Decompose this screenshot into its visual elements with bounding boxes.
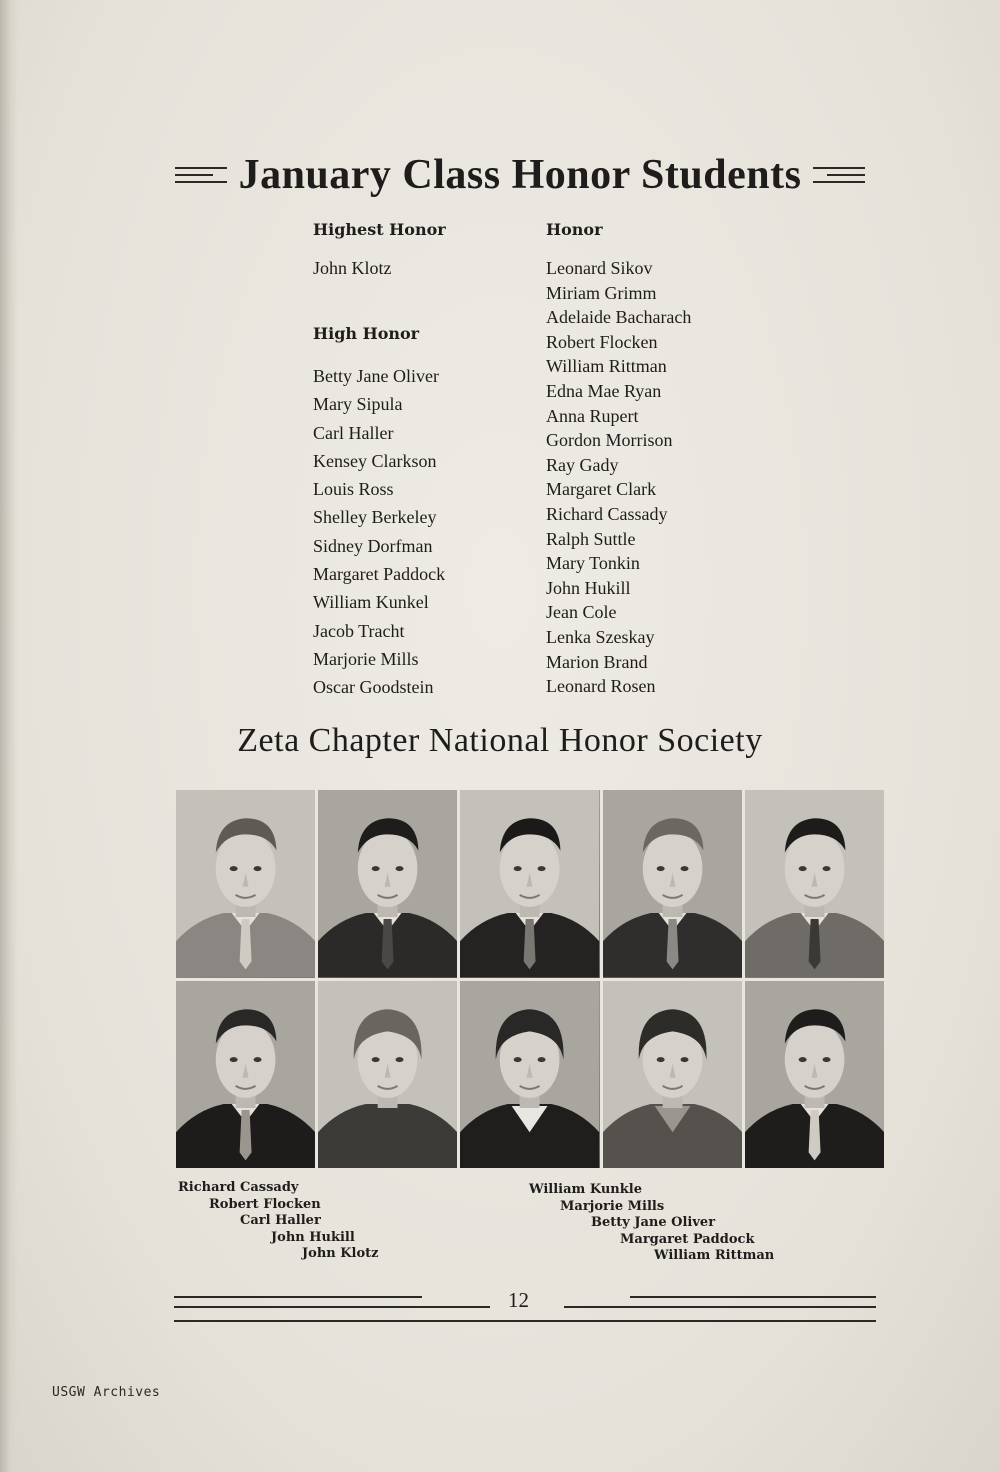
list-item: Ralph Suttle — [546, 528, 636, 549]
list-item: Leonard Sikov — [546, 258, 653, 278]
honor-column-left — [313, 220, 523, 702]
list-item: Jean Cole — [546, 602, 617, 623]
list-item: Gordon Morrison — [546, 430, 673, 451]
footer-rule — [630, 1296, 876, 1298]
caption-name: Robert Flocken — [209, 1196, 321, 1212]
footer-rule — [174, 1306, 490, 1308]
caption-name: William Kunkle — [529, 1182, 642, 1197]
portrait-photo — [460, 981, 599, 1169]
high-honor-heading: High Honor — [313, 324, 420, 343]
society-title: Zeta Chapter National Honor Society — [237, 722, 763, 759]
portrait-photo — [745, 981, 884, 1169]
list-item: Mary Sipula — [313, 394, 403, 415]
list-item: Oscar Goodstein — [313, 677, 434, 698]
highest-honor-list — [313, 256, 523, 284]
list-item: Edna Mae Ryan — [546, 380, 662, 401]
list-item: Ray Gady — [546, 454, 619, 475]
list-item: Kensey Clarkson — [313, 450, 437, 471]
title-ornament-left — [175, 167, 227, 183]
caption-name: John Klotz — [302, 1246, 379, 1262]
list-item: Anna Rupert — [546, 405, 639, 426]
high-honor-list — [313, 362, 523, 702]
list-item: Margaret Clark — [546, 479, 657, 500]
page-footer — [172, 1286, 878, 1326]
footer-rule — [174, 1320, 876, 1322]
page-title: January Class Honor Students — [238, 152, 802, 198]
list-item: John Hukill — [546, 577, 631, 598]
list-item: Marion Brand — [546, 651, 648, 672]
caption-name: William Rittman — [654, 1248, 775, 1264]
title-ornament-right — [813, 167, 865, 183]
caption-name: Betty Jane Oliver — [591, 1215, 716, 1231]
title-row — [160, 140, 880, 210]
caption-name: John Hukill — [271, 1229, 355, 1245]
portrait-photo — [318, 981, 457, 1169]
list-item: Miriam Grimm — [546, 282, 657, 303]
list-item: Sidney Dorfman — [313, 535, 433, 556]
portrait-photo — [460, 790, 599, 978]
list-item: Lenka Szeskay — [546, 626, 655, 647]
portrait-photo — [318, 790, 457, 978]
list-item: Richard Cassady — [546, 503, 668, 524]
portrait-photo — [745, 790, 884, 978]
list-item: William Rittman — [546, 356, 667, 377]
portrait-photo — [603, 981, 742, 1169]
list-item: William Kunkel — [313, 592, 429, 613]
highest-honor-heading: Highest Honor — [313, 220, 446, 239]
portrait-grid — [176, 790, 884, 1168]
list-item: Robert Flocken — [546, 331, 658, 352]
footer-rule — [174, 1296, 422, 1298]
footer-rule — [564, 1306, 876, 1308]
page-number: 12 — [508, 1288, 529, 1312]
portrait-photo — [176, 790, 315, 978]
list-item: Marjorie Mills — [313, 648, 419, 669]
list-item: Betty Jane Oliver — [313, 366, 439, 386]
list-item: Margaret Paddock — [313, 564, 446, 585]
list-item: Shelley Berkeley — [313, 507, 437, 528]
portrait-photo — [176, 981, 315, 1169]
list-item: John Klotz — [313, 258, 392, 278]
list-item: Jacob Tracht — [313, 620, 405, 641]
caption-left — [178, 1180, 379, 1263]
honor-heading: Honor — [546, 220, 603, 239]
caption-name: Carl Haller — [240, 1213, 321, 1229]
list-item: Leonard Rosen — [546, 676, 656, 697]
caption-right — [529, 1182, 774, 1265]
page-binding-edge — [0, 0, 18, 1472]
archive-watermark: USGW Archives — [52, 1385, 161, 1400]
list-item: Mary Tonkin — [546, 553, 640, 574]
list-item: Adelaide Bacharach — [546, 307, 692, 328]
list-item: Carl Haller — [313, 422, 394, 443]
portrait-photo — [603, 790, 742, 978]
list-item: Louis Ross — [313, 479, 394, 500]
caption-name: Marjorie Mills — [560, 1198, 665, 1214]
honor-list — [546, 256, 776, 699]
caption-name: Richard Cassady — [178, 1180, 299, 1195]
honor-column-right — [546, 220, 776, 699]
caption-name: Margaret Paddock — [620, 1231, 755, 1247]
